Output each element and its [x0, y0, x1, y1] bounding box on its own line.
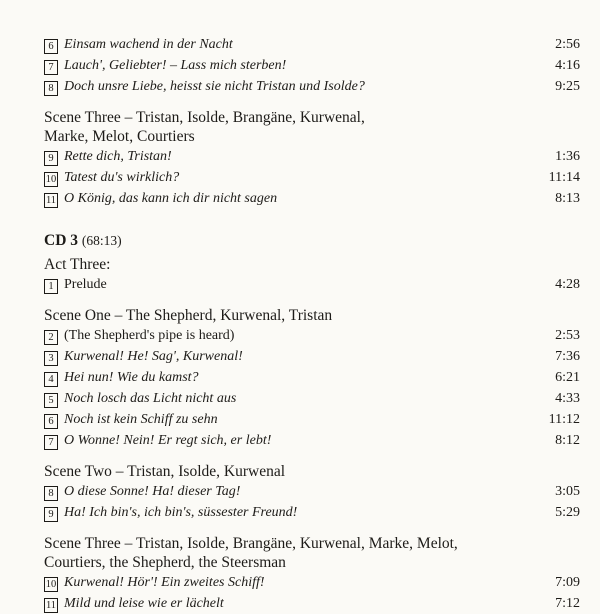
cd-heading	[44, 231, 580, 251]
scene-heading-cont: Courtiers, the Shepherd, the Steersman	[44, 554, 286, 571]
track-row	[44, 593, 580, 614]
track-row	[44, 274, 580, 295]
track-title: Noch ist kein Schiff zu sehn	[64, 412, 218, 427]
track-time: 3:05	[555, 484, 580, 499]
track-row	[44, 188, 580, 209]
scene-heading-cont: Marke, Melot, Courtiers	[44, 128, 195, 145]
track-row	[44, 146, 580, 167]
track-number: 7	[44, 60, 58, 75]
track-title: Noch losch das Licht nicht aus	[64, 391, 237, 406]
track-row	[44, 572, 580, 593]
scene-heading: Scene One – The Shepherd, Kurwenal, Tristan	[44, 307, 333, 324]
track-number: 5	[44, 393, 58, 408]
track-row	[44, 502, 580, 523]
cd-duration: (68:13)	[81, 233, 122, 248]
track-title: Kurwenal! He! Sag', Kurwenal!	[64, 349, 243, 364]
track-title: Kurwenal! Hör'! Ein zweites Schiff!	[64, 575, 265, 590]
track-number: 11	[45, 195, 57, 206]
track-number: 10	[45, 174, 57, 185]
track-number: 8	[44, 81, 58, 96]
track-row	[44, 76, 580, 97]
track-time: 2:53	[555, 328, 580, 343]
track-time: 7:36	[555, 349, 580, 364]
scene-block	[44, 306, 580, 451]
track-title: O König, das kann ich dir nicht sagen	[64, 191, 278, 206]
track-group-top	[44, 34, 580, 97]
scene-heading: Scene Three – Tristan, Isolde, Brangäne, Kurwenal, Marke, Melot,	[44, 535, 458, 552]
track-time: 2:56	[555, 37, 580, 52]
track-number: 9	[44, 507, 58, 522]
track-row	[44, 481, 580, 502]
track-title: Mild und leise wie er lächelt	[64, 596, 224, 611]
track-time: 8:12	[555, 433, 580, 448]
track-row	[44, 388, 580, 409]
track-time: 11:14	[548, 170, 580, 185]
track-time: 11:12	[548, 412, 580, 427]
scene-heading: Scene Two – Tristan, Isolde, Kurwenal	[44, 463, 286, 480]
track-row	[44, 325, 580, 346]
track-number: 11	[45, 600, 57, 611]
track-number: 7	[44, 435, 58, 450]
track-row	[44, 55, 580, 76]
track-row	[44, 409, 580, 430]
track-time: 6:21	[555, 370, 580, 385]
track-time: 5:29	[555, 505, 580, 520]
track-number: 1	[44, 279, 58, 294]
track-title: Hei nun! Wie du kamst?	[64, 370, 199, 385]
track-time: 4:16	[555, 58, 580, 73]
track-row	[44, 34, 580, 55]
track-number: 6	[44, 39, 58, 54]
track-number: 2	[44, 330, 58, 345]
track-number: 4	[44, 372, 58, 387]
track-title: Rette dich, Tristan!	[64, 149, 172, 164]
track-number: 9	[44, 151, 58, 166]
act-heading: Act Three:	[44, 256, 111, 273]
track-row	[44, 167, 580, 188]
track-title: O diese Sonne! Ha! dieser Tag!	[64, 484, 241, 499]
scene-heading: Scene Three – Tristan, Isolde, Brangäne, Kurwenal,	[44, 109, 365, 126]
track-title: Lauch', Geliebter! – Lass mich sterben!	[64, 58, 287, 73]
track-row	[44, 367, 580, 388]
track-time: 1:36	[555, 149, 580, 164]
track-time: 7:12	[555, 596, 580, 611]
track-time: 9:25	[555, 79, 580, 94]
track-number: 10	[45, 579, 57, 590]
track-time: 7:09	[555, 575, 580, 590]
track-number: 8	[44, 486, 58, 501]
scene-block	[44, 108, 580, 209]
track-title: Tatest du's wirklich?	[64, 170, 180, 185]
track-title: (The Shepherd's pipe is heard)	[64, 328, 235, 343]
track-title: Doch unsre Liebe, heisst sie nicht Tristan und Isolde?	[64, 79, 365, 94]
track-time: 4:33	[555, 391, 580, 406]
track-row	[44, 430, 580, 451]
track-title: Prelude	[64, 277, 107, 292]
track-title: O Wonne! Nein! Er regt sich, er lebt!	[64, 433, 272, 448]
track-row	[44, 346, 580, 367]
track-number: 6	[44, 414, 58, 429]
track-title: Einsam wachend in der Nacht	[64, 37, 233, 52]
track-time: 4:28	[555, 277, 580, 292]
cd-label: CD 3	[44, 232, 79, 249]
scene-block	[44, 534, 580, 614]
track-time: 8:13	[555, 191, 580, 206]
scene-block	[44, 462, 580, 523]
track-number: 3	[44, 351, 58, 366]
tracklist	[44, 34, 580, 614]
track-title: Ha! Ich bin's, ich bin's, süssester Freund!	[64, 505, 298, 520]
